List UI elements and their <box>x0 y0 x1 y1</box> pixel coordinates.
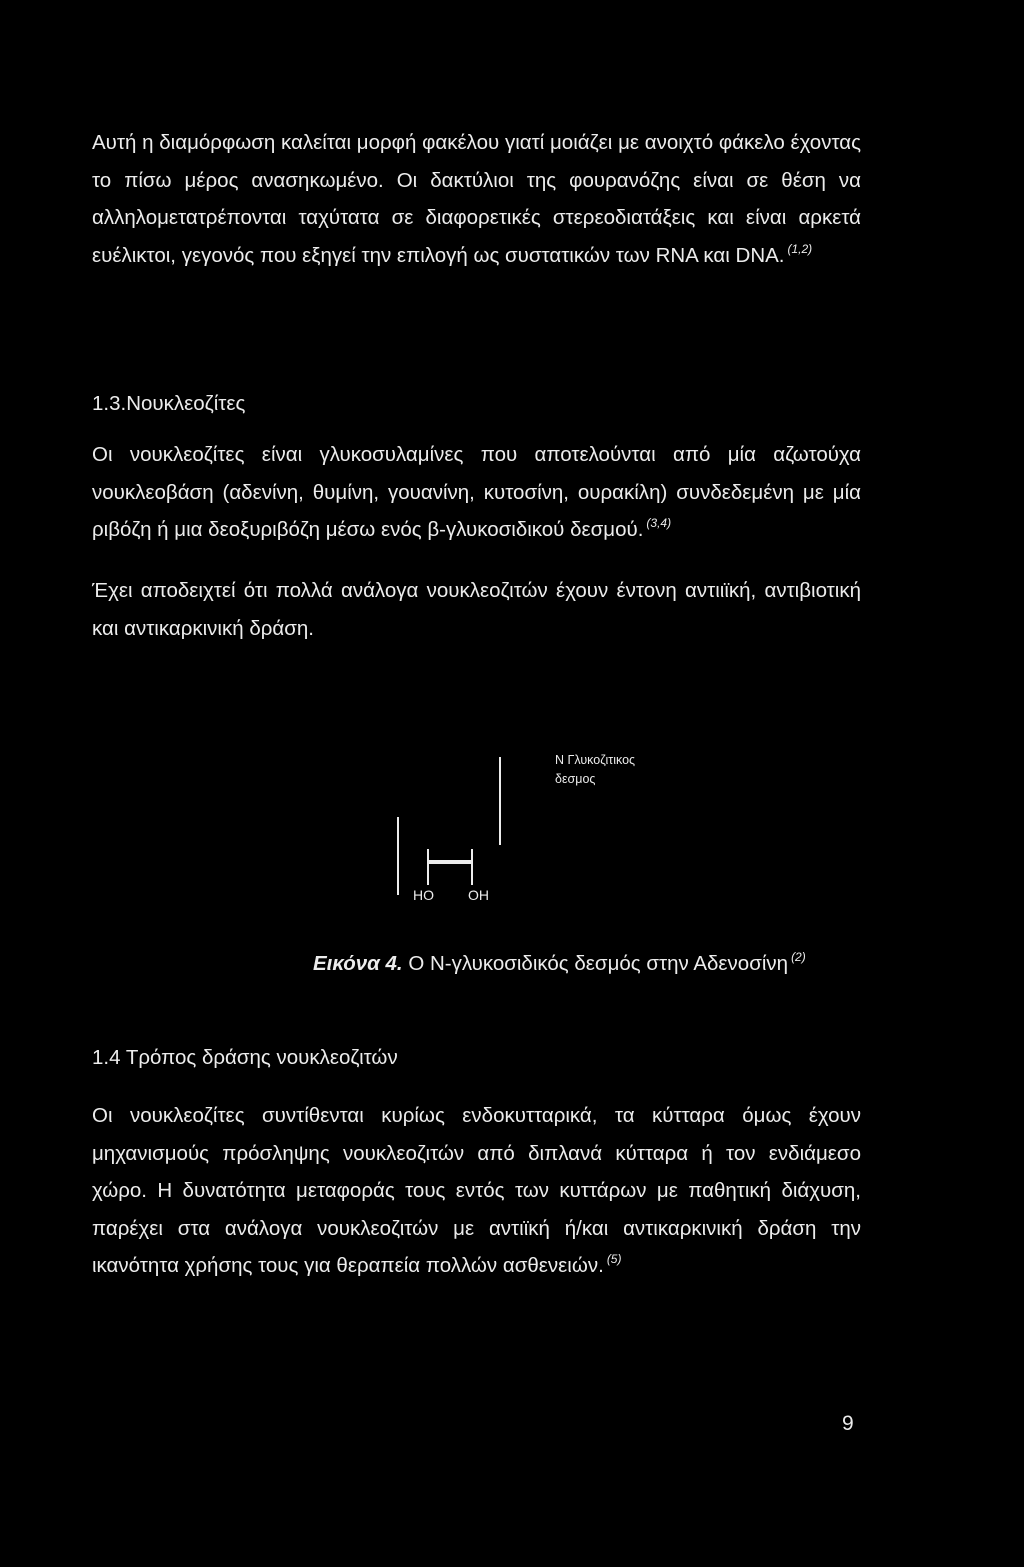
page-number: 9 <box>842 1412 854 1435</box>
bond-label-line2: δεσμος <box>555 772 596 786</box>
section-heading-mechanism: 1.4 Τρόπος δράσης νουκλεοζιτών <box>92 1046 398 1069</box>
figure-caption <box>313 950 806 978</box>
citation-ref: (3,4) <box>646 516 672 530</box>
paragraph-envelope-conformation: Αυτή η διαμόρφωση καλείται μορφή φακέλου γιατί μοιάζει με ανοιχτό φάκελο έχοντας το πίσω μέρος ανασηκωμένο. Οι δακτύλιοι της φουρανόζης είναι σε θέση να αλληλομετατρέπονται ταχύτατα σε διαφορετικές στερεοδιατάξεις και είναι αρκετά ευέλικτοι, γεγονός που εξηγεί την επιλογή ως συστατικών των RNA και DNA. $^{(1,2)}$ <box>92 131 861 267</box>
bond-label-line1: Ν Γλυκοζιτικος <box>555 753 636 767</box>
paragraph-nucleoside-analogs: Έχει αποδειχτεί ότι πολλά ανάλογα νουκλεοζιτών έχουν έντονη αντιιϊκή, αντιβιοτική και αντικαρκινική δράση. <box>92 579 861 640</box>
figure-drawing <box>380 745 636 905</box>
citation-ref: (5) <box>606 1252 622 1266</box>
paragraph-mechanism: Οι νουκλεοζίτες συντίθενται κυρίως ενδοκυτταρικά, τα κύτταρα όμως έχουν μηχανισμούς πρόσληψης νουκλεοζιτών από διπλανά κύτταρα ή τον ενδιάμεσο χώρο. Η δυνατότητα μεταφοράς τους εντός των κυττάρων με παθητική διάχυση, παρέχει στα ανάλογα νουκλεοζιτών με αντιϊκή ή/και αντικαρκινική δράση την ικανότητα χρήσης τους για θεραπεία πολλών ασθενειών. $^{(5)}$ <box>92 1104 861 1277</box>
caption-label: Εικόνα 4. <box>313 952 403 975</box>
section-heading-nucleosides: 1.3.Νουκλεοζίτες <box>92 392 246 415</box>
caption-text: Ο Ν-γλυκοσιδικός δεσμός στην Αδενοσίνη <box>408 952 789 975</box>
citation-ref: (1,2) <box>787 241 813 256</box>
label-ho: HO <box>413 887 434 903</box>
label-oh: OH <box>468 887 489 903</box>
paragraph-nucleosides-definition: Οι νουκλεοζίτες είναι γλυκοσυλαμίνες που αποτελούνται από μία αζωτούχα νουκλεοβάση (αδενίνη, θυμίνη, γουανίνη, κυτοσίνη, ουρακίλη) συνδεδεμένη με μία ριβόζη ή μια δεοξυριβόζη μέσω ενός β-γλυκοσιδικού δεσμού. $^{(3,4)}$ <box>92 443 861 541</box>
citation-ref: (2) <box>791 950 806 964</box>
figure-n-glycosidic-bond <box>380 745 636 905</box>
